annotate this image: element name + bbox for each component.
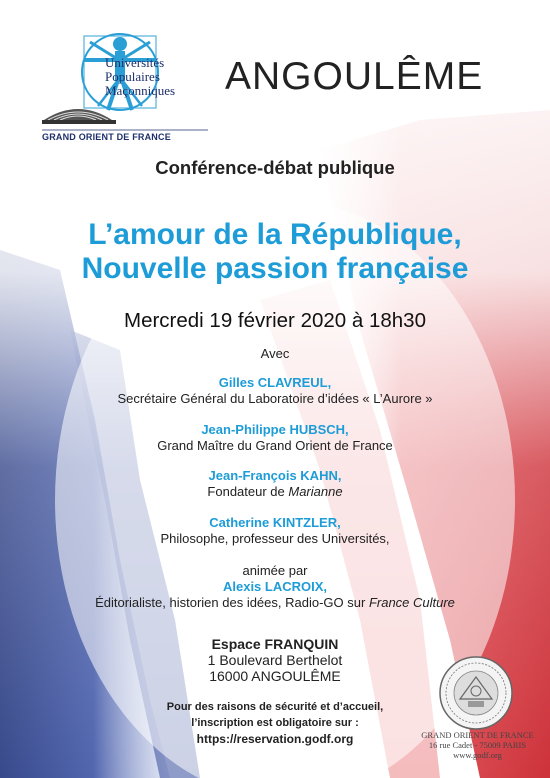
speaker-2 (0, 422, 550, 454)
event-title-line-1: L’amour de la République, (88, 218, 462, 251)
logo-line-3: Maçonniques (105, 83, 176, 98)
venue-name: Espace FRANQUIN (211, 636, 339, 652)
speaker-3 (0, 468, 550, 500)
seal-web: www.godf.org (453, 750, 502, 760)
city-heading: ANGOULÊME (225, 55, 484, 98)
logo-text (105, 56, 175, 98)
speaker-role (0, 484, 550, 500)
moderator-intro: animée par (242, 563, 308, 578)
event-type: Conférence-débat publique (155, 157, 395, 178)
speaker-1 (0, 375, 550, 407)
moderator-name: Alexis LACROIX, (222, 579, 328, 594)
logo-org-name: GRAND ORIENT DE FRANCE (42, 132, 171, 142)
event-title (0, 218, 550, 286)
speaker-name: Jean-Philippe HUBSCH, (201, 422, 349, 437)
speaker-name: Catherine KINTZLER, (209, 515, 341, 530)
with-label: Avec (260, 346, 290, 361)
venue-city: 16000 ANGOULÊME (209, 668, 341, 684)
moderator-role-prefix: Éditorialiste, historien des idées, Radio-GO sur (95, 595, 369, 610)
venue-street: 1 Boulevard Berthelot (207, 652, 343, 668)
notice-line-2: l’inscription est obligatoire sur : (191, 717, 359, 729)
seal-org: GRAND ORIENT DE FRANCE (421, 730, 534, 740)
speaker-role: Secrétaire Général du Laboratoire d’idées « L’Aurore » (117, 391, 433, 406)
moderator-role-station: France Culture (368, 595, 455, 610)
event-date: Mercredi 19 février 2020 à 18h30 (124, 309, 426, 332)
speaker-4 (0, 515, 550, 547)
seal-caption (420, 730, 535, 760)
speaker-role: Grand Maître du Grand Orient de France (157, 438, 393, 453)
speaker-role: Philosophe, professeur des Universités, (160, 531, 390, 546)
speaker-name: Jean-François KAHN, (208, 468, 342, 483)
seal-icon (438, 655, 514, 731)
event-title-line-2: Nouvelle passion française (81, 252, 469, 285)
seal-address: 16 rue Cadet - 75009 PARIS (428, 740, 527, 750)
moderator (0, 563, 550, 611)
notice-line-1: Pour des raisons de sécurité et d’accueil, (166, 701, 384, 713)
moderator-role (0, 595, 550, 611)
speaker-role-prefix: Fondateur de (207, 484, 289, 499)
speaker-role-publication: Marianne (288, 484, 343, 499)
registration-link[interactable]: https://reservation.godf.org (196, 732, 354, 746)
speaker-name: Gilles CLAVREUL, (218, 375, 332, 390)
logo-line-2: Populaires (105, 69, 160, 84)
logo-line-1: Universités (105, 55, 165, 70)
